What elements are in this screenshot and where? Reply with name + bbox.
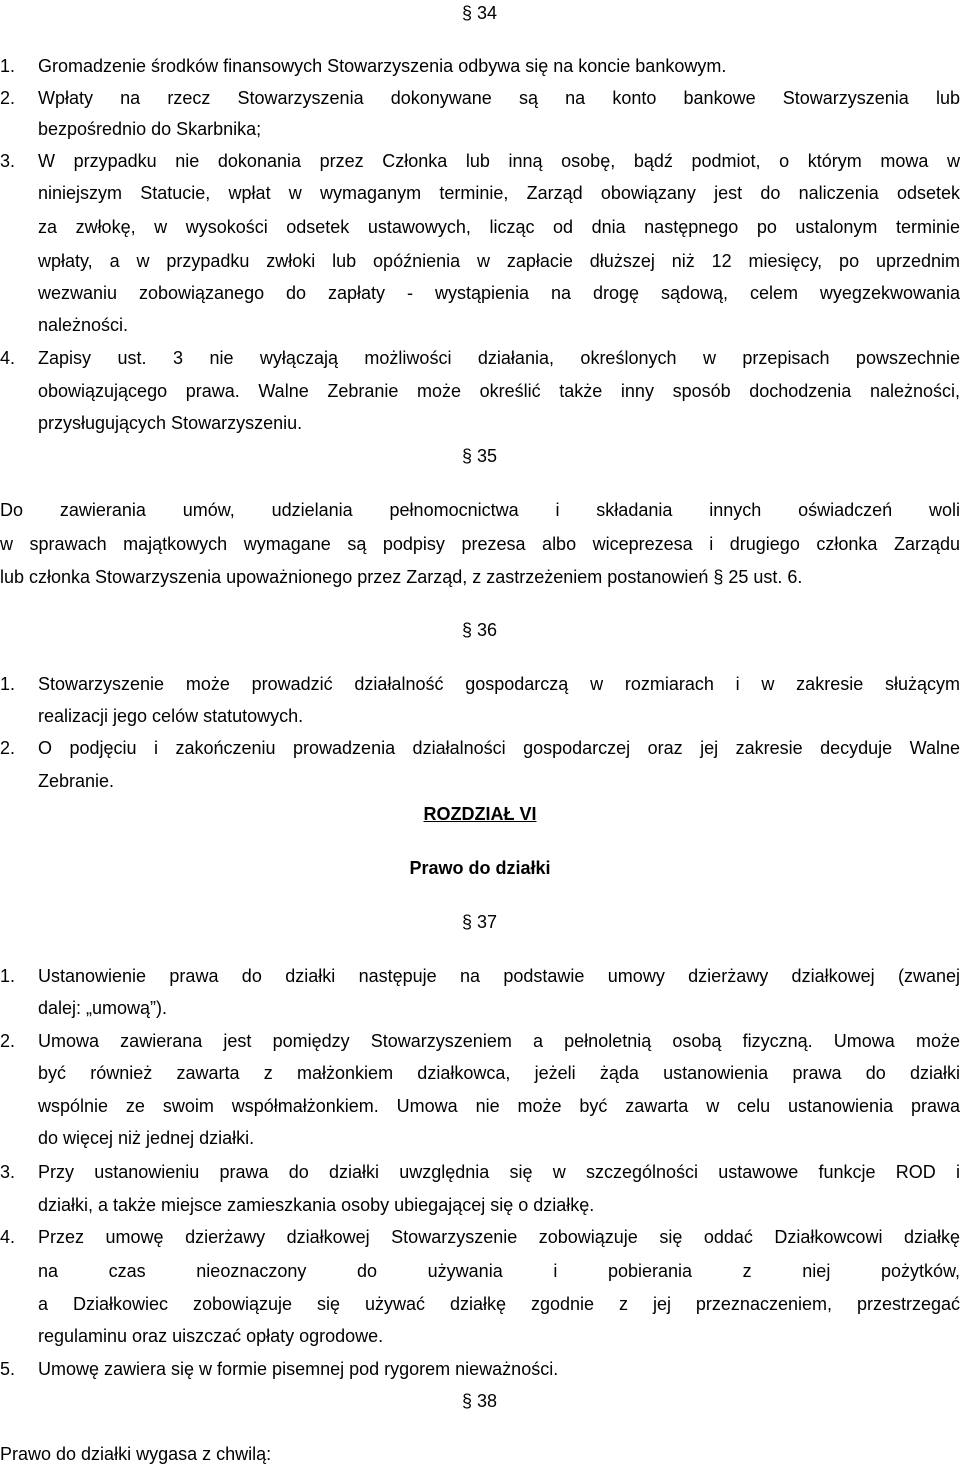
section-38-intro: Prawo do działki wygasa z chwilą: bbox=[0, 1444, 272, 1464]
list-item-text: Zebranie. bbox=[38, 771, 115, 791]
list-item-text: Zapisy ust. 3 nie wyłączają możliwości działania, określonych w przepisach powszechnie bbox=[38, 348, 960, 368]
list-item-text: przysługujących Stowarzyszeniu. bbox=[38, 413, 303, 433]
list-item-number: 4. bbox=[0, 348, 16, 368]
list-item-text: Wpłaty na rzecz Stowarzyszenia dokonywane są na konto bankowe Stowarzyszenia lub bbox=[38, 88, 960, 108]
list-item-text: realizacji jego celów statutowych. bbox=[38, 706, 304, 726]
list-item-number: 4. bbox=[0, 1227, 16, 1247]
list-item-text: za zwłokę, w wysokości odsetek ustawowych, licząc od dnia następnego po ustalonym terminie bbox=[38, 217, 960, 237]
list-item-number: 1. bbox=[0, 966, 16, 986]
list-item-text: niniejszym Statucie, wpłat w wymaganym terminie, Zarząd obowiązany jest do naliczenia odsetek bbox=[38, 183, 960, 203]
section-heading-35: § 35 bbox=[462, 446, 498, 466]
list-item-number: 2. bbox=[0, 1031, 16, 1051]
list-item-text: Gromadzenie środków finansowych Stowarzyszenia odbywa się na koncie bankowym. bbox=[38, 56, 727, 76]
list-item-number: 1. bbox=[0, 674, 16, 694]
section-heading-38: § 38 bbox=[462, 1391, 498, 1411]
list-item-text: Przez umowę dzierżawy działkowej Stowarzyszenie zobowiązuje się oddać Działkowcowi działkę bbox=[38, 1227, 960, 1247]
list-item-text: wezwaniu zobowiązanego do zapłaty - wystąpienia na drogę sądową, celem wyegzekwowania bbox=[38, 283, 960, 303]
list-item-number: 2. bbox=[0, 88, 16, 108]
section-heading-36: § 36 bbox=[462, 620, 498, 640]
list-item-text: działki, a także miejsce zamieszkania osoby ubiegającej się o działkę. bbox=[38, 1195, 595, 1215]
list-item-text: Ustanowienie prawa do działki następuje na podstawie umowy dzierżawy działkowej (zwanej bbox=[38, 966, 960, 986]
chapter-subtitle: Prawo do działki bbox=[409, 858, 551, 878]
list-item-number: 5. bbox=[0, 1359, 16, 1379]
list-item-text: być również zawarta z małżonkiem działkowca, jeżeli żąda ustanowienia prawa do działki bbox=[38, 1063, 960, 1083]
list-item-text: bezpośrednio do Skarbnika; bbox=[38, 119, 262, 139]
list-item-text: na czas nieoznaczony do używania i pobierania z niej pożytków, bbox=[38, 1261, 960, 1281]
paragraph-line: Do zawierania umów, udzielania pełnomocnictwa i składania innych oświadczeń woli bbox=[0, 500, 960, 520]
list-item-text: wspólnie ze swoim współmałżonkiem. Umowa nie może być zawarta w celu ustanowienia prawa bbox=[38, 1096, 960, 1116]
list-item-number: 3. bbox=[0, 1162, 16, 1182]
list-item-number: 2. bbox=[0, 738, 16, 758]
list-item-text: Umowa zawierana jest pomiędzy Stowarzyszeniem a pełnoletnią osobą fizyczną. Umowa może bbox=[38, 1031, 960, 1051]
list-item-text: regulaminu oraz uiszczać opłaty ogrodowe. bbox=[38, 1326, 384, 1346]
list-item-text: O podjęciu i zakończeniu prowadzenia działalności gospodarczej oraz jej zakresie decyduje Walne bbox=[38, 738, 960, 758]
list-item-text: a Działkowiec zobowiązuje się używać działkę zgodnie z jej przeznaczeniem, przestrzegać bbox=[38, 1294, 960, 1314]
list-item-text: Stowarzyszenie może prowadzić działalność gospodarczą w rozmiarach i w zakresie służącym bbox=[38, 674, 960, 694]
list-item-text: Umowę zawiera się w formie pisemnej pod rygorem nieważności. bbox=[38, 1359, 559, 1379]
list-item-text: do więcej niż jednej działki. bbox=[38, 1128, 255, 1148]
paragraph-line: lub członka Stowarzyszenia upoważnionego przez Zarząd, z zastrzeżeniem postanowień § 25 ust. 6. bbox=[0, 567, 803, 587]
list-item-text: obowiązującego prawa. Walne Zebranie może określić także inny sposób dochodzenia należności, bbox=[38, 381, 960, 401]
list-item-text: wpłaty, a w przypadku zwłoki lub opóźnienia w zapłacie dłuższej niż 12 miesięcy, po uprzednim bbox=[38, 251, 960, 271]
paragraph-line: w sprawach majątkowych wymagane są podpisy prezesa albo wiceprezesa i drugiego członka Zarządu bbox=[0, 534, 960, 554]
list-item-text: Przy ustanowieniu prawa do działki uwzględnia się w szczególności ustawowe funkcje ROD i bbox=[38, 1162, 960, 1182]
list-item-text: należności. bbox=[38, 315, 129, 335]
section-heading-37: § 37 bbox=[462, 912, 498, 932]
chapter-title: ROZDZIAŁ VI bbox=[423, 804, 537, 824]
list-item-text: W przypadku nie dokonania przez Członka lub inną osobę, bądź podmiot, o którym mowa w bbox=[38, 151, 960, 171]
list-item-number: 1. bbox=[0, 56, 16, 76]
list-item-text: dalej: „umową”). bbox=[38, 998, 168, 1018]
list-item-number: 3. bbox=[0, 151, 16, 171]
